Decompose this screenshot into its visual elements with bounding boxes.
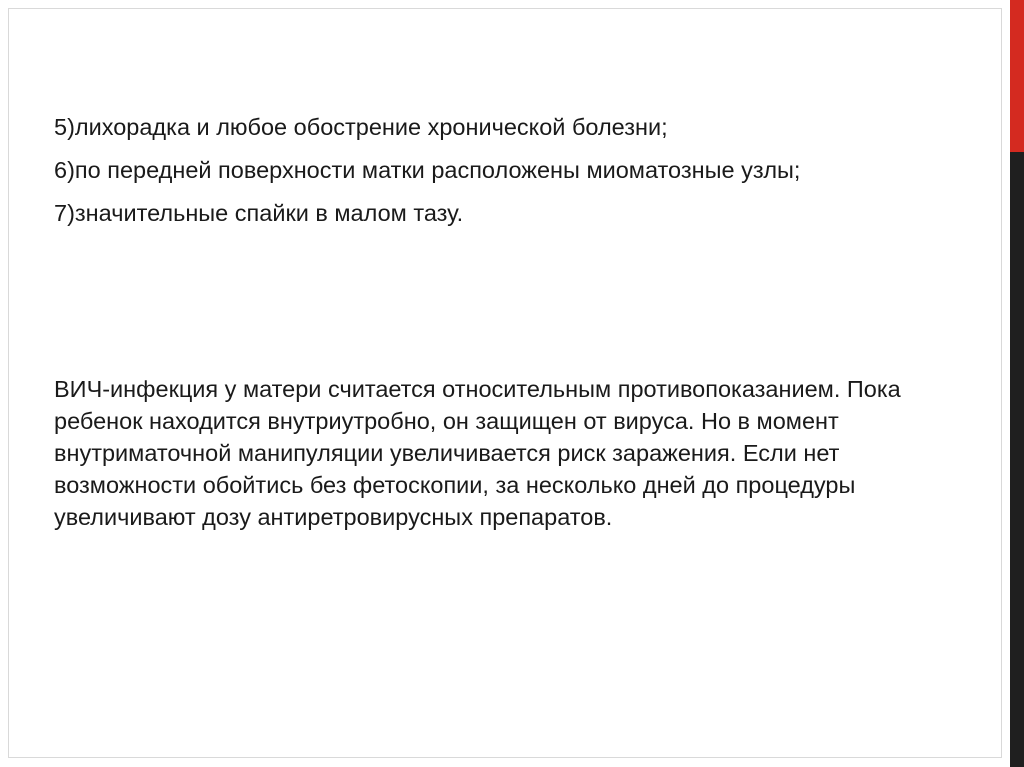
list-item: 5)лихорадка и любое обострение хронической болезни; bbox=[54, 114, 668, 140]
dark-accent-bar bbox=[1010, 152, 1024, 767]
hiv-paragraph: ВИЧ-инфекция у матери считается относительным противопоказанием. Пока ребенок находится внутриутробно, он защищен от вируса. Но в момент внутриматочной манипуляции увеличивается риск заражения. Если нет возможности обойтись без фетоскопии, за несколько дней до процедуры увеличивают дозу антиретровирусных препаратов. bbox=[54, 376, 901, 530]
red-accent-bar bbox=[1010, 0, 1024, 152]
list-item: 7)значительные спайки в малом тазу. bbox=[54, 200, 464, 226]
list-item: 6)по передней поверхности матки расположены миоматозные узлы; bbox=[54, 157, 801, 183]
contraindications-list bbox=[54, 112, 924, 241]
